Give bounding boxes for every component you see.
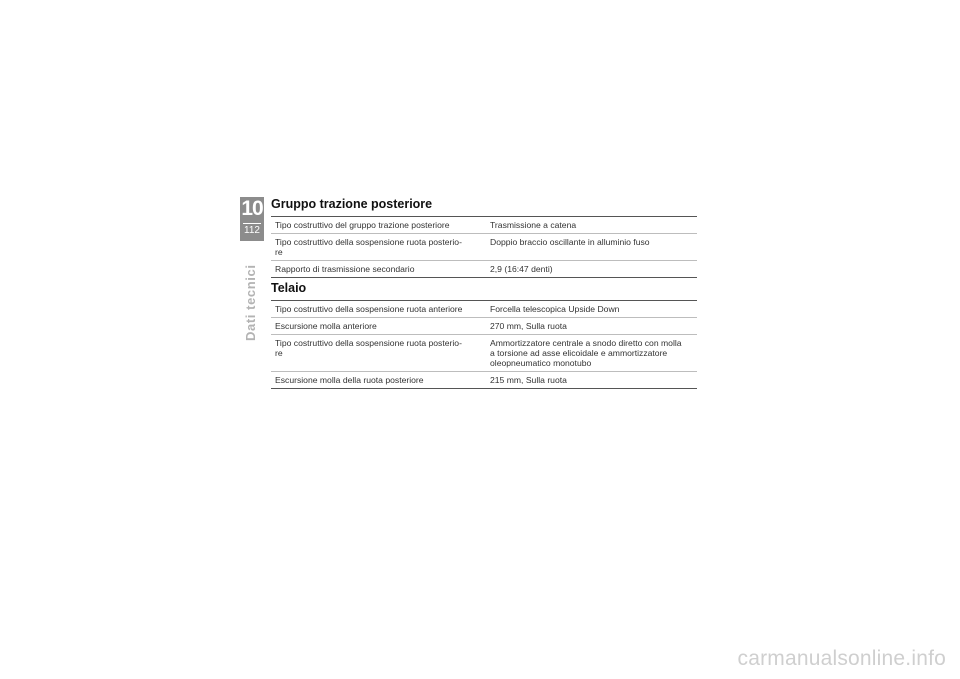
spec-table-body — [271, 301, 697, 389]
table-row — [271, 217, 697, 234]
chapter-divider — [243, 223, 261, 224]
spec-label: Tipo costruttivo della sospensione ruota posterio- re — [275, 237, 462, 257]
section-frame — [271, 280, 697, 389]
spec-value: 2,9 (16:47 denti) — [490, 264, 553, 274]
spec-label: Tipo costruttivo della sospensione ruota anteriore — [275, 304, 463, 314]
table-row — [271, 318, 697, 335]
spec-value: Forcella telescopica Upside Down — [490, 304, 620, 314]
table-row — [271, 372, 697, 389]
table-row — [271, 335, 697, 372]
spec-value: Trasmissione a catena — [490, 220, 577, 230]
table-row — [271, 234, 697, 261]
spec-label: Escursione molla anteriore — [275, 321, 377, 331]
table-row — [271, 261, 697, 278]
chapter-title-strip — [240, 252, 264, 352]
spec-label: Tipo costruttivo del gruppo trazione posteriore — [275, 220, 450, 230]
spec-label: Tipo costruttivo della sospensione ruota posterio- re — [275, 338, 462, 358]
spec-value: Ammortizzatore centrale a snodo diretto con molla a torsione ad asse elicoidale e ammortizzatore oleopneumatico monotubo — [490, 338, 682, 368]
spec-table — [271, 300, 697, 389]
chapter-number: 10 — [241, 197, 263, 220]
page-number: 112 — [244, 225, 260, 236]
spec-table-body — [271, 217, 697, 278]
table-row — [271, 301, 697, 318]
spec-table — [271, 216, 697, 278]
spec-label: Escursione molla della ruota posteriore — [275, 375, 424, 385]
spec-value: 215 mm, Sulla ruota — [490, 375, 567, 385]
section-rear-drive — [271, 196, 697, 278]
section-title: Telaio — [271, 281, 307, 295]
watermark: carmanualsonline.info — [737, 647, 946, 670]
spec-value: Doppio braccio oscillante in alluminio fuso — [490, 237, 650, 247]
spec-value: 270 mm, Sulla ruota — [490, 321, 567, 331]
spec-label: Rapporto di trasmissione secondario — [275, 264, 415, 274]
chapter-tab — [240, 197, 264, 241]
section-title: Gruppo trazione posteriore — [271, 197, 433, 211]
chapter-title: Dati tecnici — [243, 264, 258, 341]
